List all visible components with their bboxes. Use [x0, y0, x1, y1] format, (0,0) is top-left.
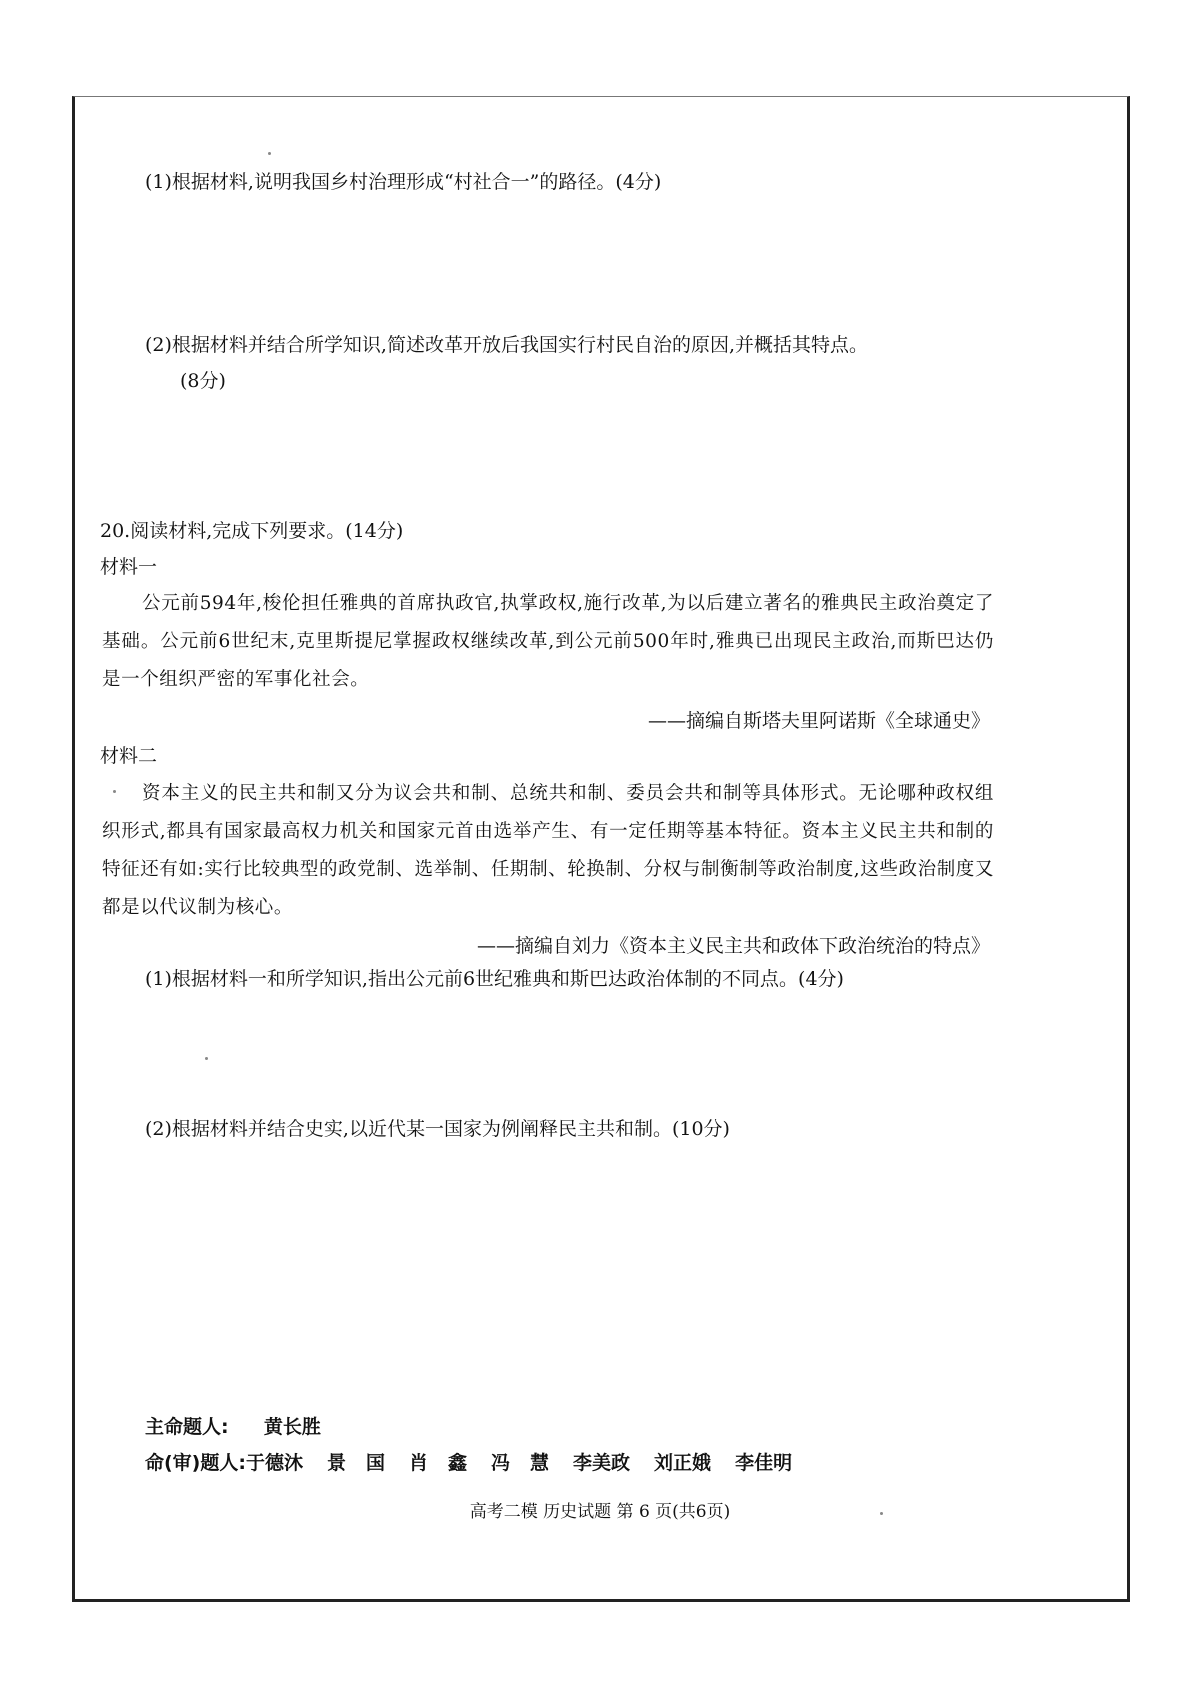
chief-author-label: 主命题人: [145, 1416, 229, 1438]
team-member: 冯慧 [491, 1452, 570, 1474]
team-member: 于德沐 [245, 1452, 303, 1474]
q20-title: 20.阅读材料,完成下列要求。(14分) [100, 520, 404, 542]
material2-text: 资本主义的民主共和制又分为议会共和制、总统共和制、委员会共和制等具体形式。无论哪种政权组织形式,都具有国家最高权力机关和国家元首由选举产生、有一定任期等基本特征。资本主义民主共和制的特征还有如:实行比较典型的政党制、选举制、任期制、轮换制、分权与制衡制等政治制度,这些政治制度又都是以代议制为核心。 [102, 783, 994, 918]
team-member: 刘正娥 [654, 1452, 712, 1474]
chief-author-line [145, 1412, 321, 1439]
team-member: 李佳明 [735, 1452, 793, 1474]
chief-author-name: 黄长胜 [263, 1416, 321, 1438]
material1-text: 公元前594年,梭伦担任雅典的首席执政官,执掌政权,施行改革,为以后建立著名的雅典民主政治奠定了基础。公元前6世纪末,克里斯提尼掌握政权继续改革,到公元前500年时,雅典已出现民主政治,而斯巴达仍是一个组织严密的军事化社会。 [102, 593, 994, 690]
q20-sub2: (2)根据材料并结合史实,以近代某一国家为例阐释民主共和制。(10分) [145, 1118, 730, 1140]
team-member: 肖鑫 [409, 1452, 488, 1474]
review-team-label: 命(审)题人: [145, 1452, 246, 1474]
team-member: 景国 [326, 1452, 405, 1474]
review-team-line [145, 1448, 816, 1475]
material2-source: ——摘编自刘力《资本主义民主共和政体下政治统治的特点》 [476, 935, 990, 957]
team-member: 李美政 [573, 1452, 631, 1474]
q19-sub2-line1: (2)根据材料并结合所学知识,简述改革开放后我国实行村民自治的原因,并概括其特点。 [145, 334, 868, 356]
q19-sub2-line2: (8分) [180, 370, 226, 392]
material1-source: ——摘编自斯塔夫里阿诺斯《全球通史》 [647, 710, 990, 732]
q20-sub1: (1)根据材料一和所学知识,指出公元前6世纪雅典和斯巴达政治体制的不同点。(4分) [145, 968, 844, 990]
material2-label: 材料二 [100, 745, 158, 767]
page-footer: 高考二模 历史试题 第 6 页(共6页) [469, 1502, 731, 1522]
scan-speck [268, 152, 271, 155]
scan-speck [113, 790, 116, 793]
q19-sub1: (1)根据材料,说明我国乡村治理形成“村社合一”的路径。(4分) [145, 171, 662, 193]
scan-speck [205, 1057, 208, 1060]
material1-label: 材料一 [100, 556, 158, 578]
scan-speck [880, 1512, 883, 1515]
